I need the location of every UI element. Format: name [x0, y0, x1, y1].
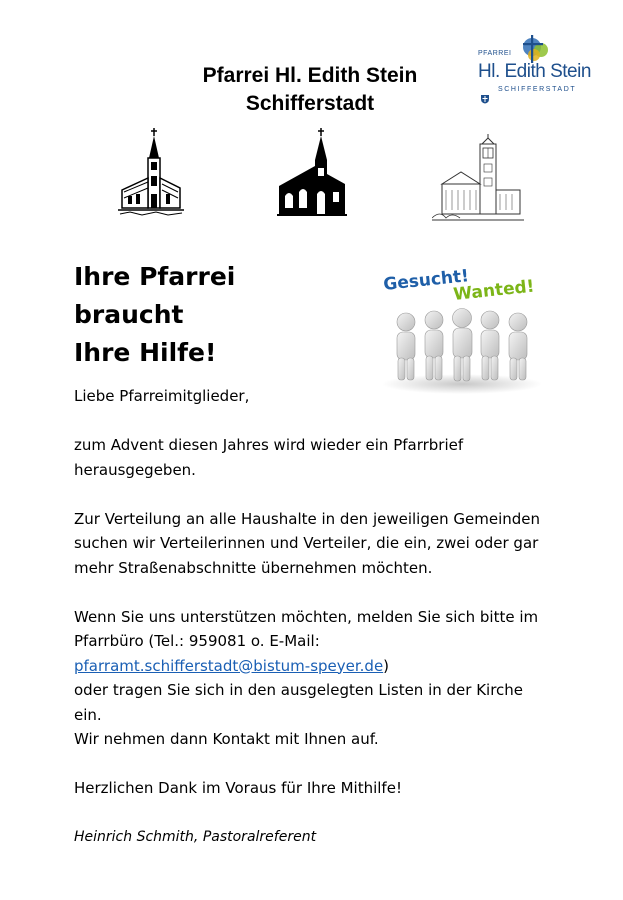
logo-text-town: SCHIFFERSTADT: [498, 86, 577, 93]
headline-line-1: Ihre Pfarrei: [74, 262, 236, 291]
paragraph-contact: [74, 605, 554, 752]
town-name: Schifferstadt: [245, 92, 375, 115]
wanted-graphic: [378, 262, 546, 397]
cross-circles-logo-icon: [514, 34, 554, 64]
people-group-icon: [397, 309, 527, 382]
email-link[interactable]: pfarramt.schifferstadt@bistum-speyer.de: [74, 656, 384, 675]
church-icon: [118, 128, 184, 220]
parish-logo: [470, 34, 590, 110]
paragraph-advent: zum Advent diesen Jahres wird wieder ein Pfarrbrief herausgegeben.: [74, 436, 464, 479]
signature: Heinrich Schmith, Pastoralreferent: [74, 829, 317, 845]
wanted-word-1: Gesucht!: [382, 266, 470, 295]
list-text: oder tragen Sie sich in den ausgelegten Listen in der Kirche ein.: [74, 681, 524, 724]
parish-name: Pfarrei Hl. Edith Stein: [202, 64, 418, 87]
contact-text: Wenn Sie uns unterstützen möchten, melden Sie sich bitte im Pfarrbüro (Tel.: 959081 o. E-Mail:: [74, 607, 539, 650]
logo-text-name: Hl. Edith Stein: [478, 61, 591, 82]
closing-paren: ): [383, 656, 390, 675]
headline-line-3: Ihre Hilfe!: [74, 338, 217, 367]
thanks-text: Herzlichen Dank im Voraus für Ihre Mithilfe!: [74, 779, 402, 797]
paragraph-distribution: Zur Verteilung an alle Haushalte in den jeweiligen Gemeinden suchen wir Verteilerinnen und Verteiler, die ein, zwei oder gar mehr Straßenabschnitte übernehmen möchten.: [74, 509, 540, 577]
headline: [74, 258, 235, 372]
crest-icon: [480, 94, 490, 104]
church-tower-icon: [432, 134, 524, 224]
logo-text-pfarrei: PFARREI: [478, 50, 512, 57]
contact-followup: Wir nehmen dann Kontakt mit Ihnen auf.: [74, 730, 379, 748]
headline-line-2: braucht: [74, 300, 184, 329]
greeting: Liebe Pfarreimitglieder,: [74, 387, 250, 405]
church-icon: [277, 128, 347, 218]
wanted-word-2: Wanted!: [452, 276, 536, 305]
page-header: [150, 62, 470, 118]
letter-body: [74, 384, 554, 801]
